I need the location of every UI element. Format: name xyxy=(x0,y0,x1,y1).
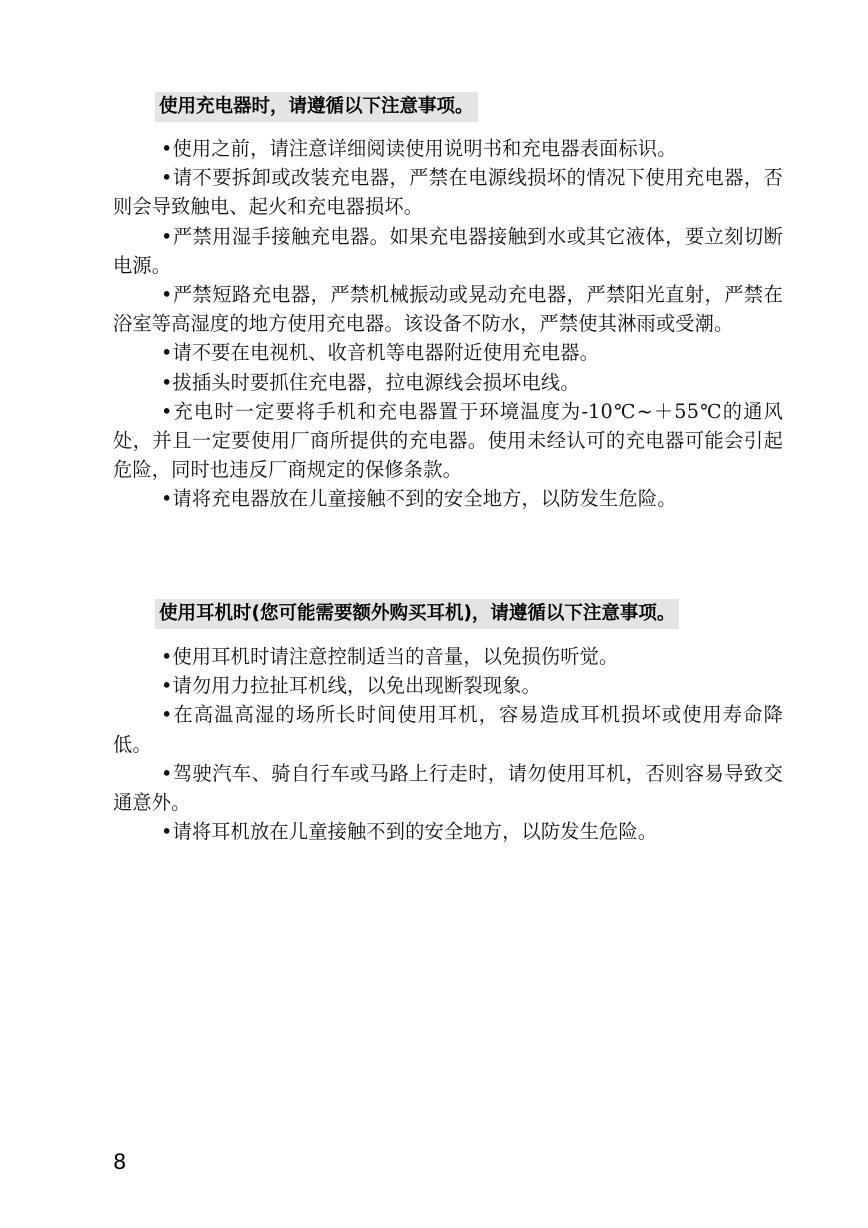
earphone-item: •在高温高湿的场所长时间使用耳机，容易造成耳机损坏或使用寿命降低。 xyxy=(113,703,783,756)
charger-item: •请不要拆卸或改装充电器，严禁在电源线损坏的情况下使用充电器，否则会导致触电、起火和充电器损坏。 xyxy=(113,166,783,219)
earphone-precautions-list xyxy=(113,642,783,846)
charger-item: •充电时一定要将手机和充电器置于环境温度为-10℃~＋55℃的通风处，并且一定要使用厂商所提供的充电器。使用未经认可的充电器可能会引起危险，同时也违反厂商规定的保修条款。 xyxy=(113,399,783,482)
page-number: 8 xyxy=(113,1150,127,1174)
charger-item: •请不要在电视机、收音机等电器附近使用充电器。 xyxy=(161,341,600,365)
charger-item: •使用之前，请注意详细阅读使用说明书和充电器表面标识。 xyxy=(161,137,677,160)
charger-item: •严禁短路充电器，严禁机械振动或晃动充电器，严禁阳光直射，严禁在浴室等高湿度的地方使用充电器。该设备不防水，严禁使其淋雨或受潮。 xyxy=(113,283,783,336)
earphone-item: •使用耳机时请注意控制适当的音量，以免损伤听觉。 xyxy=(161,645,619,668)
earphone-item: •请将耳机放在儿童接触不到的安全地方，以防发生危险。 xyxy=(161,820,658,844)
charger-section-heading: 使用充电器时，请遵循以下注意事项。 xyxy=(155,92,478,122)
charger-item: •请将充电器放在儿童接触不到的安全地方，以防发生危险。 xyxy=(161,487,677,511)
earphone-item: •请勿用力拉扯耳机线，以免出现断裂现象。 xyxy=(161,674,541,698)
charger-precautions-list xyxy=(113,134,783,514)
earphone-section-heading: 使用耳机时(您可能需要额外购买耳机)，请遵循以下注意事项。 xyxy=(155,599,679,629)
charger-item: •严禁用湿手接触充电器。如果充电器接触到水或其它液体，要立刻切断电源。 xyxy=(113,224,783,277)
charger-item: •拔插头时要抓住充电器，拉电源线会损坏电线。 xyxy=(161,370,580,394)
earphone-item: •驾驶汽车、骑自行车或马路上行走时，请勿使用耳机，否则容易导致交通意外。 xyxy=(113,761,783,815)
